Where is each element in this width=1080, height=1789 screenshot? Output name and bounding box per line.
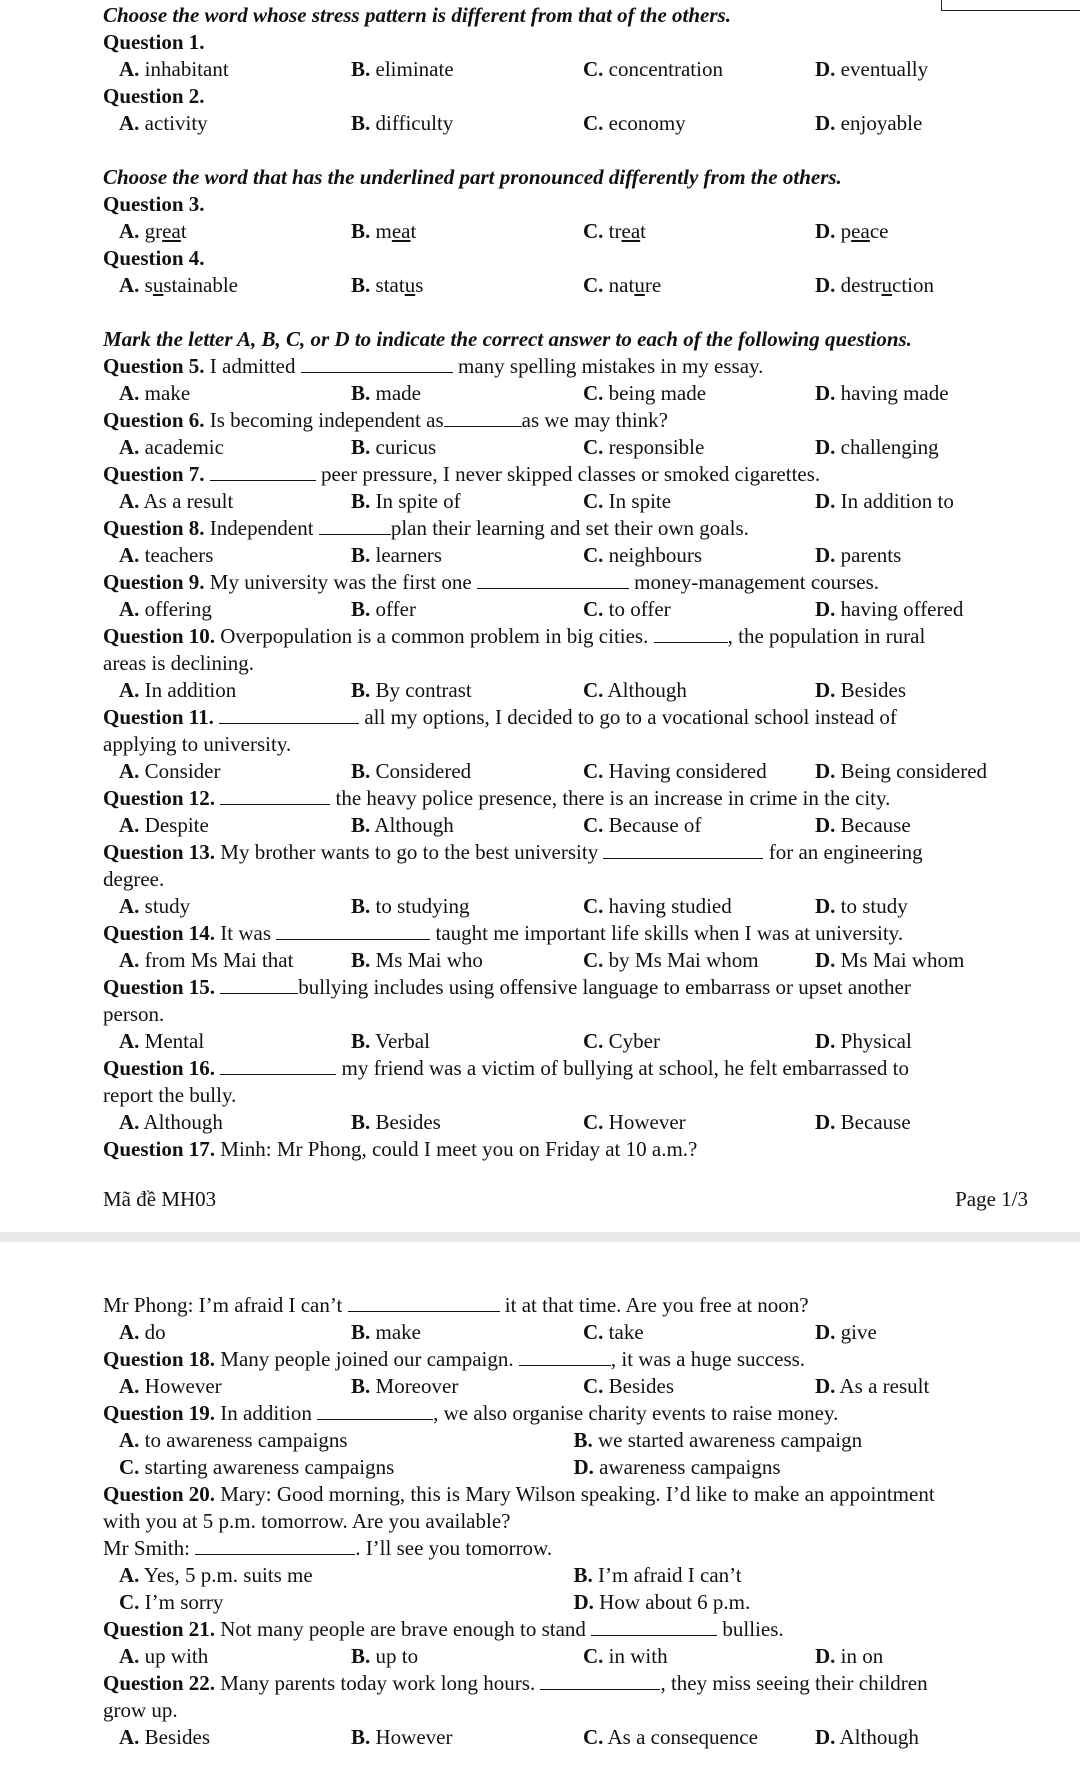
option-d: D. Although bbox=[815, 1725, 919, 1749]
option-b: B. Considered bbox=[351, 759, 472, 783]
option-d: D. to study bbox=[815, 894, 908, 918]
question-10-line-2: areas is declining. bbox=[103, 651, 255, 675]
answer-blank bbox=[195, 1536, 355, 1555]
option-c: C. I’m sorry bbox=[119, 1590, 224, 1614]
option-c: C. Cyber bbox=[583, 1029, 660, 1053]
option-a: A. Despite bbox=[119, 813, 209, 837]
option-b: B. status bbox=[351, 273, 424, 297]
option-d: D. having offered bbox=[815, 597, 964, 621]
option-b: B. made bbox=[351, 381, 421, 405]
answer-blank bbox=[276, 921, 430, 940]
option-c: C. However bbox=[583, 1110, 686, 1134]
option-b: B. to studying bbox=[351, 894, 470, 918]
page-2-content bbox=[103, 1292, 1028, 1751]
option-d: D. How about 6 p.m. bbox=[573, 1590, 751, 1614]
option-d: D. parents bbox=[815, 543, 902, 567]
option-c: C. economy bbox=[583, 111, 686, 135]
option-d: D. enjoyable bbox=[815, 111, 923, 135]
option-d: D. Ms Mai whom bbox=[815, 948, 965, 972]
question-5: Question 5. I admitted many spelling mistakes in my essay. bbox=[103, 354, 764, 378]
question-20: Question 20. Mary: Good morning, this is Mary Wilson speaking. I’d like to make an appointment bbox=[103, 1482, 935, 1506]
q3-options bbox=[103, 218, 1028, 245]
question-18: Question 18. Many people joined our campaign. , it was a huge success. bbox=[103, 1347, 806, 1371]
question-16-line-2: report the bully. bbox=[103, 1083, 237, 1107]
q19-options-row-1 bbox=[103, 1427, 1028, 1454]
answer-blank bbox=[654, 624, 728, 643]
page-1-content bbox=[103, 2, 1028, 1163]
option-b: B. learners bbox=[351, 543, 442, 567]
question-4 bbox=[103, 245, 1028, 272]
option-c: C. starting awareness campaigns bbox=[119, 1455, 395, 1479]
q2-options bbox=[103, 110, 1028, 137]
option-a: A. academic bbox=[119, 435, 224, 459]
option-c: C. Having considered bbox=[583, 759, 767, 783]
option-d: D. Being considered bbox=[815, 759, 988, 783]
page-number: Page 1/3 bbox=[955, 1187, 1028, 1211]
option-a: A. to awareness campaigns bbox=[119, 1428, 348, 1452]
option-a: A. However bbox=[119, 1374, 222, 1398]
question-9: Question 9. My university was the first one money-management courses. bbox=[103, 570, 880, 594]
answer-blank bbox=[220, 1056, 336, 1075]
q19-options-row-2 bbox=[103, 1454, 1028, 1481]
question-19: Question 19. In addition , we also organise charity events to raise money. bbox=[103, 1401, 839, 1425]
answer-blank bbox=[220, 975, 298, 994]
option-a: A. Consider bbox=[119, 759, 221, 783]
question-13: Question 13. My brother wants to go to the best university for an engineering bbox=[103, 840, 923, 864]
option-b: B. eliminate bbox=[351, 57, 454, 81]
q7-options bbox=[103, 488, 1028, 515]
question-label: Question 3. bbox=[103, 192, 205, 216]
question-12: Question 12. the heavy police presence, there is an increase in crime in the city. bbox=[103, 786, 891, 810]
option-d: D. destruction bbox=[815, 273, 934, 297]
option-b: B. Verbal bbox=[351, 1029, 430, 1053]
option-b: B. curicus bbox=[351, 435, 437, 459]
question-14: Question 14. It was taught me important life skills when I was at university. bbox=[103, 921, 904, 945]
q18-options bbox=[103, 1373, 1028, 1400]
option-a: A. from Ms Mai that bbox=[119, 948, 294, 972]
option-b: B. In spite of bbox=[351, 489, 461, 513]
answer-blank bbox=[319, 516, 391, 535]
answer-blank bbox=[603, 840, 763, 859]
option-b: B. make bbox=[351, 1320, 421, 1344]
option-a: A. make bbox=[119, 381, 191, 405]
option-d: D. Because bbox=[815, 813, 911, 837]
question-16: Question 16. my friend was a victim of bullying at school, he felt embarrassed to bbox=[103, 1056, 909, 1080]
question-15: Question 15. bullying includes using offensive language to embarrass or upset another bbox=[103, 975, 911, 999]
question-17-continued: Mr Phong: I’m afraid I can’t it at that time. Are you free at noon? bbox=[103, 1293, 809, 1317]
option-b: B. Moreover bbox=[351, 1374, 459, 1398]
q21-options bbox=[103, 1643, 1028, 1670]
option-c: C. nature bbox=[583, 273, 662, 297]
option-a: A. Besides bbox=[119, 1725, 210, 1749]
option-a: A. Yes, 5 p.m. suits me bbox=[119, 1563, 313, 1587]
option-d: D. in on bbox=[815, 1644, 884, 1668]
option-c: C. treat bbox=[583, 219, 646, 243]
answer-blank bbox=[477, 570, 629, 589]
option-a: A. inhabitant bbox=[119, 57, 229, 81]
option-b: B. Although bbox=[351, 813, 454, 837]
option-c: C. Because of bbox=[583, 813, 702, 837]
option-a: A. great bbox=[119, 219, 187, 243]
question-20-reply: Mr Smith: . I’ll see you tomorrow. bbox=[103, 1536, 553, 1560]
page-separator bbox=[0, 1232, 1080, 1242]
q11-options bbox=[103, 758, 1028, 785]
question-label: Question 1. bbox=[103, 30, 205, 54]
question-2 bbox=[103, 83, 1028, 110]
option-a: A. teachers bbox=[119, 543, 214, 567]
option-b: B. meat bbox=[351, 219, 417, 243]
option-c: C. being made bbox=[583, 381, 707, 405]
question-1 bbox=[103, 29, 1028, 56]
option-b: B. I’m afraid I can’t bbox=[573, 1563, 742, 1587]
option-d: D. peace bbox=[815, 219, 889, 243]
option-c: C. having studied bbox=[583, 894, 732, 918]
option-c: C. As a consequence bbox=[583, 1725, 758, 1749]
stress-instruction: Choose the word whose stress pattern is different from that of the others. bbox=[103, 3, 731, 27]
option-b: B. up to bbox=[351, 1644, 419, 1668]
option-b: B. offer bbox=[351, 597, 416, 621]
option-c: C. by Ms Mai whom bbox=[583, 948, 759, 972]
option-d: D. Because bbox=[815, 1110, 911, 1134]
option-b: B. Ms Mai who bbox=[351, 948, 483, 972]
option-d: D. Physical bbox=[815, 1029, 912, 1053]
option-c: C. neighbours bbox=[583, 543, 702, 567]
option-c: C. In spite bbox=[583, 489, 672, 513]
answer-blank bbox=[348, 1293, 500, 1312]
question-6: Question 6. Is becoming independent as as we may think? bbox=[103, 408, 668, 432]
question-8: Question 8. Independent plan their learning and set their own goals. bbox=[103, 516, 749, 540]
option-d: D. As a result bbox=[815, 1374, 930, 1398]
q8-options bbox=[103, 542, 1028, 569]
option-a: A. As a result bbox=[119, 489, 234, 513]
option-c: C. responsible bbox=[583, 435, 705, 459]
score-box bbox=[941, 0, 1080, 11]
answer-blank bbox=[219, 705, 359, 724]
q10-options bbox=[103, 677, 1028, 704]
question-17: Question 17. Minh: Mr Phong, could I meet you on Friday at 10 a.m.? bbox=[103, 1137, 698, 1161]
answer-blank bbox=[444, 408, 522, 427]
q20-options-row-2 bbox=[103, 1589, 1028, 1616]
q1-options bbox=[103, 56, 1028, 83]
answer-blank bbox=[519, 1347, 611, 1366]
question-15-line-2: person. bbox=[103, 1002, 165, 1026]
option-b: B. However bbox=[351, 1725, 453, 1749]
answer-blank bbox=[220, 786, 330, 805]
q15-options bbox=[103, 1028, 1028, 1055]
question-13-line-2: degree. bbox=[103, 867, 165, 891]
option-d: D. eventually bbox=[815, 57, 929, 81]
q9-options bbox=[103, 596, 1028, 623]
option-c: C. to offer bbox=[583, 597, 671, 621]
question-10: Question 10. Overpopulation is a common problem in big cities. , the population in rural bbox=[103, 624, 926, 648]
q17-options bbox=[103, 1319, 1028, 1346]
option-d: D. Besides bbox=[815, 678, 906, 702]
option-c: C. Although bbox=[583, 678, 687, 702]
answer-blank bbox=[210, 462, 316, 481]
question-3 bbox=[103, 191, 1028, 218]
question-11: Question 11. all my options, I decided to go to a vocational school instead of bbox=[103, 705, 897, 729]
option-d: D. awareness campaigns bbox=[573, 1455, 781, 1479]
option-a: A. In addition bbox=[119, 678, 237, 702]
exam-code: Mã đề MH03 bbox=[103, 1187, 217, 1211]
answer-blank bbox=[540, 1671, 660, 1690]
question-label: Question 4. bbox=[103, 246, 205, 270]
option-a: A. do bbox=[119, 1320, 166, 1344]
question-11-line-2: applying to university. bbox=[103, 732, 292, 756]
option-b: B. we started awareness campaign bbox=[573, 1428, 863, 1452]
q14-options bbox=[103, 947, 1028, 974]
q12-options bbox=[103, 812, 1028, 839]
pronunciation-instruction: Choose the word that has the underlined part pronounced differently from the others. bbox=[103, 165, 842, 189]
question-20-line-2: with you at 5 p.m. tomorrow. Are you available? bbox=[103, 1509, 511, 1533]
q6-options bbox=[103, 434, 1028, 461]
option-c: C. take bbox=[583, 1320, 644, 1344]
answer-blank bbox=[317, 1401, 433, 1420]
q20-options-row-1 bbox=[103, 1562, 1028, 1589]
answer-blank bbox=[591, 1617, 717, 1636]
q13-options bbox=[103, 893, 1028, 920]
option-c: C. in with bbox=[583, 1644, 668, 1668]
option-d: D. challenging bbox=[815, 435, 939, 459]
question-22: Question 22. Many parents today work long hours. , they miss seeing their children bbox=[103, 1671, 928, 1695]
question-21: Question 21. Not many people are brave enough to stand bullies. bbox=[103, 1617, 784, 1641]
q5-options bbox=[103, 380, 1028, 407]
option-a: A. offering bbox=[119, 597, 212, 621]
option-d: D. having made bbox=[815, 381, 949, 405]
question-label: Question 2. bbox=[103, 84, 205, 108]
mcq-instruction: Mark the letter A, B, C, or D to indicate the correct answer to each of the following questions. bbox=[103, 327, 912, 351]
answer-blank bbox=[301, 354, 453, 373]
option-c: C. concentration bbox=[583, 57, 723, 81]
option-d: D. In addition to bbox=[815, 489, 954, 513]
question-7: Question 7. peer pressure, I never skipped classes or smoked cigarettes. bbox=[103, 462, 821, 486]
exam-page-2 bbox=[0, 1242, 1080, 1789]
q4-options bbox=[103, 272, 1028, 299]
q16-options bbox=[103, 1109, 1028, 1136]
option-b: B. difficulty bbox=[351, 111, 454, 135]
option-b: B. By contrast bbox=[351, 678, 472, 702]
option-a: A. Mental bbox=[119, 1029, 205, 1053]
option-a: A. sustainable bbox=[119, 273, 238, 297]
option-a: A. activity bbox=[119, 111, 208, 135]
question-22-line-2: grow up. bbox=[103, 1698, 178, 1722]
q22-options bbox=[103, 1724, 1028, 1751]
option-c: C. Besides bbox=[583, 1374, 674, 1398]
option-a: A. study bbox=[119, 894, 191, 918]
option-d: D. give bbox=[815, 1320, 877, 1344]
page-footer bbox=[103, 1186, 1028, 1213]
option-a: A. Although bbox=[119, 1110, 223, 1134]
option-b: B. Besides bbox=[351, 1110, 441, 1134]
option-a: A. up with bbox=[119, 1644, 209, 1668]
